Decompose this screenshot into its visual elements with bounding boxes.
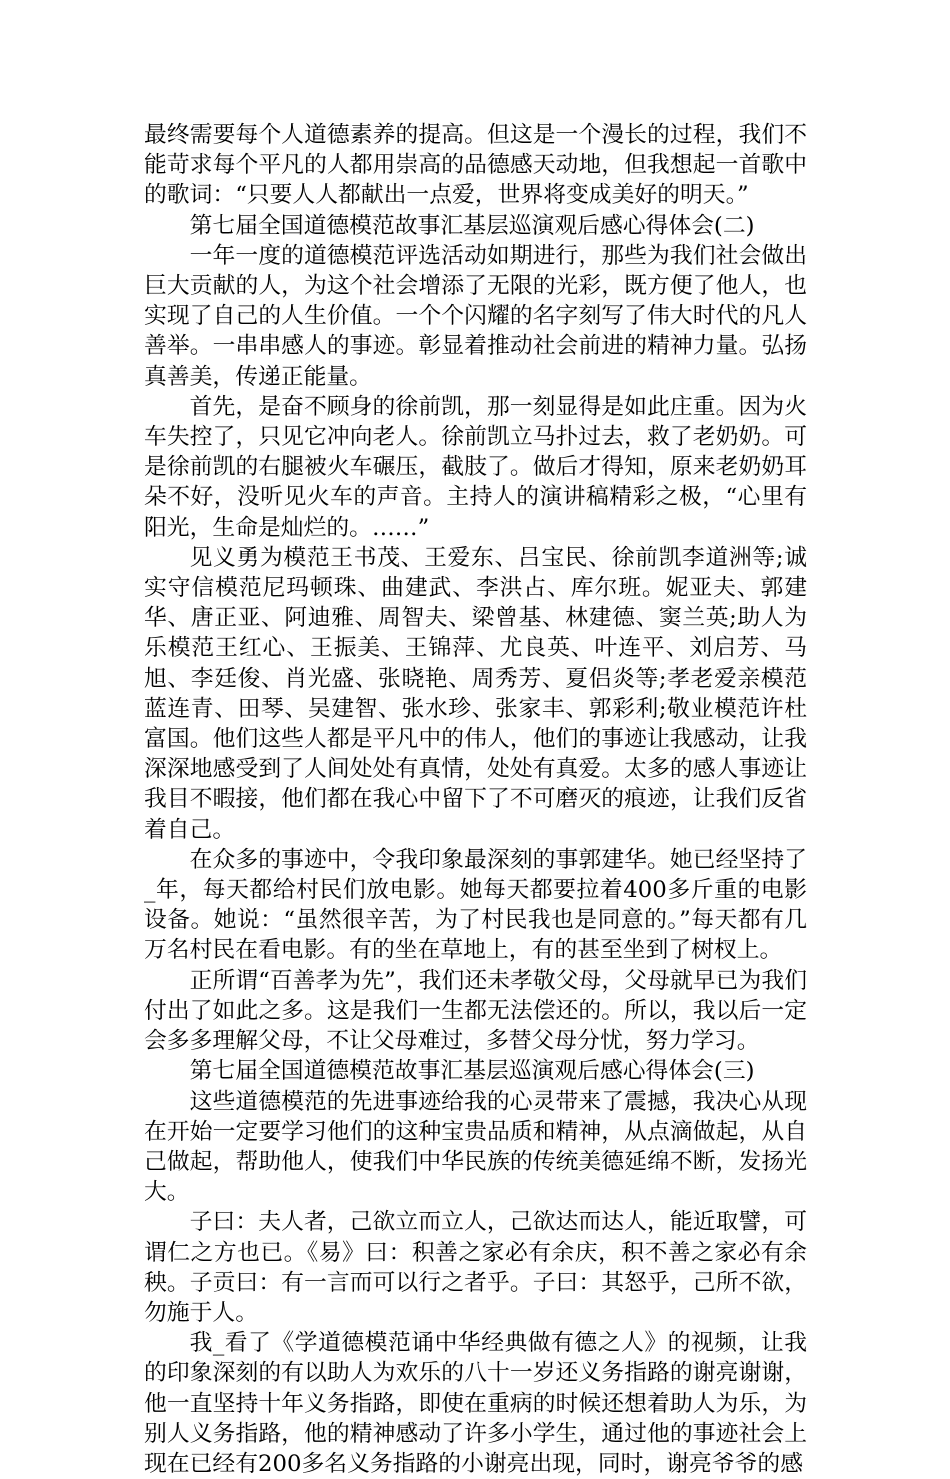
paragraph-closing: 最终需要每个人道德素养的提高。但这是一个漫长的过程，我们不能苛求每个平凡的人都用崇高的品德感天动地，但我想起一首歌中的歌词：“只要人人都献出一点爱，世界将变成美好的明天。” [144, 122, 807, 209]
section-heading-2: 第七届全国道德模范故事汇基层巡演观后感心得体会(二) [189, 212, 755, 239]
paragraph: 这些道德模范的先进事迹给我的心灵带来了震撼，我决心从现在开始一定要学习他们的这种宝贵品质和精神，从点滴做起，从自己做起，帮助他人，使我们中华民族的传统美德延绵不断，发扬光大。 [144, 1088, 807, 1206]
paragraph: 子曰：夫人者，己欲立而立人，己欲达而达人，能近取譬，可谓仁之方也已。《易》曰：积善之家必有余庆，积不善之家必有余秧。子贡曰：有一言而可以行之者乎。子曰：其怒乎，己所不欲，勿施于人。 [144, 1209, 807, 1326]
paragraph: 见义勇为模范王书茂、王爱东、吕宝民、徐前凯李道洲等;诚实守信模范尼玛顿珠、曲建武、李洪占、库尔班。妮亚夫、郭建华、唐正亚、阿迪雅、周智夫、梁曾基、林建德、窦兰英;助人为乐模范王红心、王振美、王锦萍、尤良英、叶连平、刘启芳、马旭、李廷俊、肖光盛、张晓艳、周秀芳、夏侣炎等;孝老爱亲模范蓝连青、田琴、吴建智、张水珍、张家丰、郭彩利;敬业模范许杜富国。他们这些人都是平凡中的伟人，他们的事迹让我感动，让我深深地感受到了人间处处有真情，处处有真爱。太多的感人事迹让我目不暇接，他们都在我心中留下了不可磨灭的痕迹，让我们反省着自己。 [144, 544, 807, 843]
document-page [144, 120, 807, 1479]
paragraph: 我_看了《学道德模范诵中华经典做有德之人》的视频，让我的印象深刻的有以助人为欢乐的八十一岁还义务指路的谢亮谢谢，他一直坚持十年义务指路，即使在重病的时候还想着助人为乐，为别人义务指路，他的精神感动了许多小学生，通过他的事迹社会上现在已经有200多名义务指路的小谢亮出现，同时，谢亮爷爷的感 [144, 1330, 807, 1477]
section-heading-3: 第七届全国道德模范故事汇基层巡演观后感心得体会(三) [189, 1058, 755, 1085]
paragraph: 一年一度的道德模范评选活动如期进行，那些为我们社会做出巨大贡献的人，为这个社会增添了无限的光彩，既方便了他人，也实现了自己的人生价值。一个个闪耀的名字刻写了伟大时代的凡人善举。一串串感人的事迹。彰显着推动社会前进的精神力量。弘扬真善美，传递正能量。 [144, 242, 807, 390]
paragraph: 在众多的事迹中，令我印象最深刻的事郭建华。她已经坚持了_年，每天都给村民们放电影。她每天都要拉着400多斤重的电影设备。她说：“虽然很辛苦，为了村民我也是同意的。”每天都有几万名村民在看电影。有的坐在草地上，有的甚至坐到了树杈上。 [144, 846, 807, 964]
paragraph: 首先，是奋不顾身的徐前凯，那一刻显得是如此庄重。因为火车失控了，只见它冲向老人。徐前凯立马扑过去，救了老奶奶。可是徐前凯的右腿被火车碾压，截肢了。做后才得知，原来老奶奶耳朵不好，没听见火车的声音。主持人的演讲稿精彩之极，“心里有阳光，生命是灿烂的。……” [144, 393, 807, 541]
paragraph: 正所谓“百善孝为先”，我们还未孝敬父母，父母就早已为我们付出了如此之多。这是我们一生都无法偿还的。所以，我以后一定会多多理解父母，不让父母难过，多替父母分忧，努力学习。 [144, 967, 807, 1055]
